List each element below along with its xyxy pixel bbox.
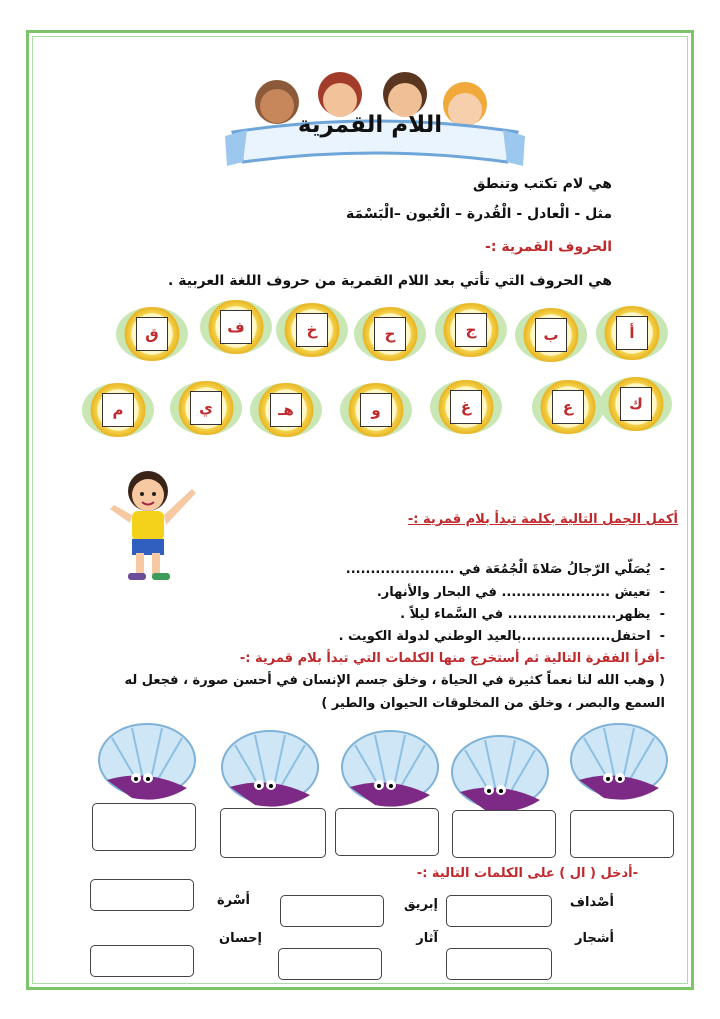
answer-box[interactable]	[446, 895, 552, 927]
letter-badge	[170, 381, 242, 435]
answer-box[interactable]	[278, 948, 382, 980]
letter-badge	[600, 377, 672, 431]
section-heading-add-al: -أدخل ( ال ) على الكلمات التالية :-	[416, 866, 638, 881]
letter-badge	[596, 306, 668, 360]
sentence-4: - احتفل..................بالعيد الوطني لدولة الكويت .	[338, 629, 665, 644]
answer-box[interactable]	[335, 808, 439, 856]
letter-badge	[250, 383, 322, 437]
letter-badge	[340, 383, 412, 437]
letter-ya: ي	[190, 391, 222, 425]
letter-meem: م	[102, 393, 134, 427]
answer-box[interactable]	[446, 948, 552, 980]
letter-kaf: ك	[620, 387, 652, 421]
letter-ha: ح	[374, 317, 406, 351]
sentence-1: - يُصَلّي الرّجالُ صَلاةَ الْجُمُعَة في ......................	[345, 562, 665, 577]
answer-box[interactable]	[570, 810, 674, 858]
shell-illustration	[335, 725, 445, 815]
letter-badge	[532, 380, 604, 434]
shell-illustration	[92, 718, 202, 808]
intro-line: هي لام تكتب وتنطق	[472, 176, 612, 192]
letter-badge	[276, 303, 348, 357]
letter-badge	[435, 303, 507, 357]
answer-box[interactable]	[220, 808, 326, 858]
section-heading-complete-sentences: أكمل الجمل التالية بكلمة تبدأ بلام قمرية :-	[407, 512, 678, 527]
answer-box[interactable]	[92, 803, 196, 851]
section-heading-extract-words: -أقرأ الفقرة التالية ثم أستخرج منها الكلمات التي تبدأ بلام قمرية :-	[239, 651, 665, 666]
letter-kha: خ	[296, 313, 328, 347]
word-ibreeq: إبريق	[403, 897, 438, 912]
section-heading-moon-letters: الحروف القمرية :-	[485, 239, 612, 255]
letter-ba: ب	[535, 318, 567, 352]
boy-illustration	[100, 465, 210, 585]
sentence-text: احتفل..................بالعيد الوطني لدولة الكويت .	[338, 629, 651, 644]
moon-letters-definition: هي الحروف التي تأتي بعد اللام القمرية من حروف اللغة العربية .	[168, 273, 612, 289]
letter-ghain: غ	[450, 390, 482, 424]
letter-heh: هـ	[270, 393, 302, 427]
example-line: مثل - الْعادل - الْقُدرة – الْعُيون –الْبَسْمَة	[346, 206, 612, 222]
paragraph-line-2: السمع والبصر ، وخلق من المخلوقات الحيوان والطير )	[321, 696, 665, 711]
letter-badge	[430, 380, 502, 434]
shell-illustration	[215, 725, 325, 815]
paragraph-line-1: ( وهب الله لنا نعماً كثيرة في الحياة ، وخلق جسم الإنسان في أحسن صورة ، فجعل له	[124, 673, 665, 688]
answer-box[interactable]	[280, 895, 384, 927]
letter-badge	[515, 308, 587, 362]
letter-fa: ف	[220, 310, 252, 344]
letter-badge	[116, 307, 188, 361]
letter-badge	[82, 383, 154, 437]
letter-badge	[200, 300, 272, 354]
sentence-text: يظهر...................... في السَّماء ليلاً .	[400, 607, 651, 622]
letter-waw: و	[360, 393, 392, 427]
sentence-text: يُصَلّي الرّجالُ صَلاةَ الْجُمُعَة في ......................	[345, 562, 651, 577]
answer-box[interactable]	[90, 945, 194, 977]
letter-ain: ع	[552, 390, 584, 424]
sentence-2: - تعيش ...................... في البحار والأنهار.	[376, 585, 665, 600]
letter-badge	[354, 307, 426, 361]
page-title: اللام القمرية	[297, 112, 443, 138]
word-ihsan: إحسان	[218, 931, 262, 946]
answer-box[interactable]	[90, 879, 194, 911]
shell-illustration	[564, 718, 674, 808]
letter-jeem: ج	[455, 313, 487, 347]
letter-alef: أ	[616, 316, 648, 350]
word-ashjar: أشجار	[575, 931, 614, 946]
word-usra: أسْرة	[216, 893, 250, 908]
word-athar: آثار	[416, 931, 438, 946]
answer-box[interactable]	[452, 810, 556, 858]
shell-illustration	[445, 730, 555, 820]
sentence-text: تعيش ...................... في البحار والأنهار.	[376, 585, 651, 600]
letter-qaf: ق	[136, 317, 168, 351]
sentence-3: - يظهر...................... في السَّماء ليلاً .	[400, 607, 665, 622]
word-asdaf: أصْداف	[569, 895, 614, 910]
